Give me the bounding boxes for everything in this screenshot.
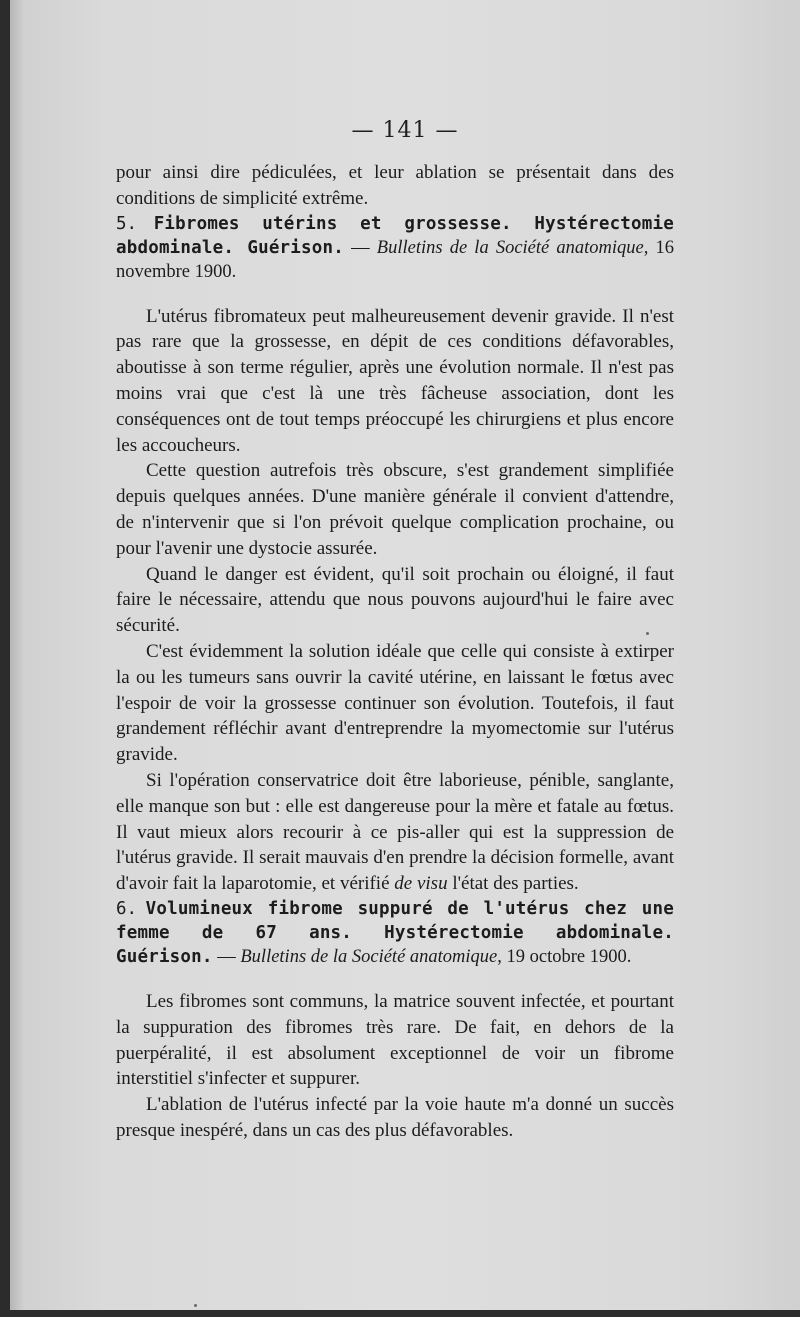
- section-number: 5.: [116, 213, 138, 234]
- page-number: — 141 —: [351, 118, 459, 143]
- paragraph-continued: pour ainsi dire pédiculées, et leur ablation se présentait dans des conditions de simplicité extrême.: [116, 162, 674, 209]
- paragraph-emphasis: de visu: [394, 873, 448, 895]
- binding-shadow: [10, 0, 24, 1310]
- section-title: Volumineux fibrome suppuré de l'utérus chez une femme de 67 ans. Hystérectomie abdominale. Guérison.: [116, 898, 675, 967]
- paragraph-text: Si l'opération conservatrice doit être laborieuse, pénible, sanglante, elle manque son but : elle est dangereuse pour la mère et fatale au fœtus. Il vaut mieux alors recourir à ce pis-aller qui est la suppression de l'utérus gravide. Il serait mauvais d'en prendre la décision formelle, avant d'avoir fait la laparotomie, et vérifié: [116, 769, 674, 895]
- paragraph: Quand le danger est évident, qu'il soit prochain ou éloigné, il faut faire le nécessaire, attendu que nous pouvons aujourd'hui le faire avec sécurité.: [116, 563, 674, 637]
- paragraph: L'utérus fibromateux peut malheureusement devenir gravide. Il n'est pas rare que la grossesse, en dépit de ces conditions défavorables, aboutisse à son terme régulier, après une évolution normale. Il n'est pas moins vrai que c'est là une très fâcheuse association, dont les conséquences ont de tout temps préoccupé les chirurgiens et plus encore les accoucheurs.: [116, 305, 674, 456]
- section-source: Bulletins de la Société anatomique: [376, 237, 644, 258]
- section-dash: —: [343, 237, 377, 258]
- section-heading-5: [116, 212, 674, 284]
- page-body: [116, 160, 674, 1144]
- scan-speck: [194, 1304, 197, 1307]
- section-dash: —: [212, 946, 241, 967]
- scan-speck: [646, 632, 649, 635]
- section-source: Bulletins de la Société anatomique: [240, 946, 498, 967]
- section-title: Fibromes utérins et grossesse. Hystérectomie abdominale. Guérison.: [116, 213, 674, 258]
- scanned-page: [10, 0, 800, 1310]
- section-date: , 16 novembre 1900.: [116, 237, 675, 282]
- paragraph: [116, 768, 674, 897]
- paragraph: C'est évidemment la solution idéale que celle qui consiste à extirper la ou les tumeurs sans ouvrir la cavité utérine, en laissant le fœtus avec l'espoir de voir la grossesse continuer son évolution. Toutefois, il faut grandement réfléchir avant d'entreprendre la myomectomie sur l'utérus gravide.: [116, 640, 674, 766]
- section-number: 6.: [116, 898, 138, 919]
- paragraph: Les fibromes sont communs, la matrice souvent infectée, et pourtant la suppuration des fibromes très rare. De fait, en dehors de la puerpéralité, il est absolument exceptionnel de voir un fibrome interstitiel s'infecter et suppurer.: [116, 990, 674, 1090]
- section-date: , 19 octobre 1900.: [497, 946, 632, 967]
- paragraph: L'ablation de l'utérus infecté par la voie haute m'a donné un succès presque inespéré, dans un cas des plus défavorables.: [116, 1094, 674, 1141]
- paragraph: Cette question autrefois très obscure, s'est grandement simplifiée depuis quelques années. D'une manière générale il convient d'attendre, de n'intervenir que si l'on prévoit quelque complication prochaine, ou pour l'avenir une dystocie assurée.: [116, 460, 674, 559]
- section-heading-6: [116, 897, 674, 969]
- paragraph-text-end: l'état des parties.: [447, 873, 579, 895]
